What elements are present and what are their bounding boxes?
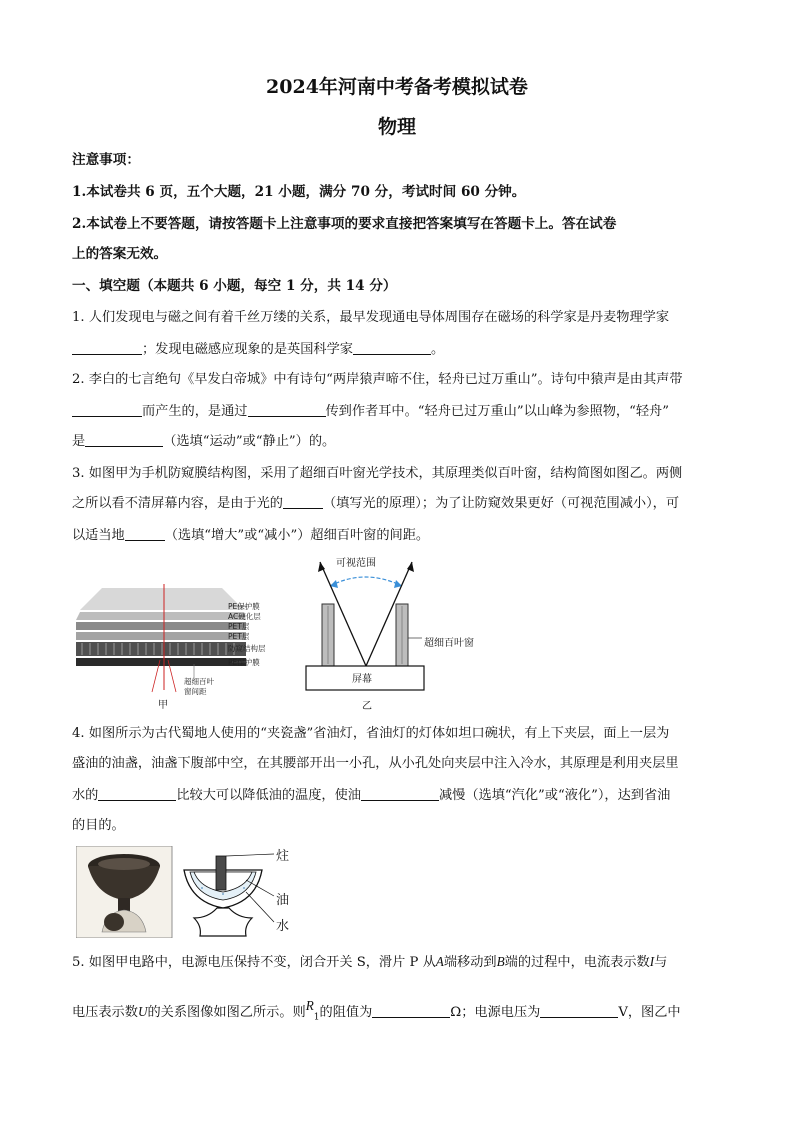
q5-text: 的阻值为 [319,1005,373,1020]
answer-blank [540,1003,618,1018]
ohm-unit: Ω [450,1005,462,1020]
figure-caption-jia: 甲 [158,700,168,711]
var-r-subscript: 1 [313,1012,320,1023]
answer-blank [353,340,431,355]
notes-item-2b: 上的答案无效。 [72,246,168,262]
q2-line3 [72,432,732,452]
q2-text: （选填“运动”或“静止”）的。 [163,434,336,449]
answer-blank [72,402,142,417]
var-r: R [305,998,314,1013]
q2-text: 而产生的，是通过 [142,404,248,419]
q4-line4: 的目的。 [72,818,125,833]
exam-title: 2024年河南中考备考模拟试卷 [266,76,528,98]
figure-blind-diagram [300,552,510,712]
q1-line2 [72,340,732,360]
figure-oil-lamp [76,846,296,938]
q5-text: ；电源电压为 [461,1005,541,1020]
answer-blank [125,526,165,541]
q5-line2 [72,996,732,1028]
var-b: B [496,954,505,969]
q5-text: 电压表示数 [72,1005,138,1020]
q5-text: 的关系图像如图乙所示。则 [147,1005,306,1020]
film-layer-3 [76,622,246,630]
lamp-section-stand [194,908,252,936]
var-u: U [137,1004,148,1019]
q3-line3 [72,526,732,546]
figure-film-structure [72,580,302,712]
q2-line2 [72,402,732,422]
answer-blank [248,402,326,417]
q3-text: （填写光的原理）；为了让防窥效果更好（可视范围减小），可 [323,496,680,511]
notes-item-2a: 2.本试卷上不要答题，请按答题卡上注意事项的要求直接把答案填写在答题卡上。答在试卷 [72,216,617,232]
q2-text: 是 [72,434,86,449]
q4-line2: 盛油的油盏，油盏下腹部中空，在其腰部开出一小孔，从小孔处向夹层中注入冷水，其原理是利用夹层里 [72,756,679,771]
film-layer-4 [76,632,246,640]
q3-text: 以适当地 [72,528,125,543]
label-water: 水 [276,919,290,934]
notes-heading: 注意事项： [72,152,140,168]
layer-label: PET层 [228,622,250,631]
screen-label: 屏幕 [352,674,372,685]
film-layer-5 [76,642,246,656]
blind-label: 超细百叶窗 [424,638,474,649]
q4-text: 比较大可以降低油的温度，使油 [176,788,361,803]
q4-text: 水的 [72,788,99,803]
q3-line2 [72,494,732,514]
q5-text: 与 [654,955,668,970]
q4-line1: 4. 如图所示为古代蜀地人使用的“夹瓷盏”省油灯，省油灯的灯体如坦口碗状，有上下夹层，面上一层为 [72,726,670,741]
q3-text: 之所以看不清屏幕内容，是由于光的 [72,496,283,511]
answer-blank [372,1003,450,1018]
figure-caption-yi: 乙 [362,701,372,712]
q5-text: 端移动到 [443,955,497,970]
q3-text: （选填“增大”或“减小”）超细百叶窗的间距。 [164,528,430,543]
section-heading: 一、填空题（本题共 6 小题，每空 1 分，共 14 分） [72,278,397,294]
film-layer-2 [76,612,246,620]
q1-line1: 1. 人们发现电与磁之间有着千丝万缕的关系，最早发现通电导体周围存在磁场的科学家是丹麦物理学家 [72,310,670,325]
layer-label: PE保护膜 [228,602,260,611]
layer-label: PET层 [228,632,250,641]
answer-blank [85,432,163,447]
exam-subject: 物理 [377,116,416,138]
layer-label: 防窥结构层 [228,644,266,653]
view-range-arc [330,577,402,586]
q5-line1 [72,952,732,973]
spacing-note: 窗间距 [184,687,207,696]
q4-line3 [72,786,732,806]
layer-label: AC硬化层 [228,612,261,621]
q4-text: 减慢（选填“汽化”或“液化”），达到省油 [439,788,671,803]
q5-text: 5. 如图甲电路中，电源电压保持不变，闭合开关 S，滑片 P 从 [72,955,436,970]
label-oil: 油 [276,893,290,908]
q3-line1: 3. 如图甲为手机防窥膜结构图，采用了超细百叶窗光学技术，其原理类似百叶窗，结构简图如图乙。两侧 [72,466,683,481]
answer-blank [72,340,142,355]
q1-text: ；发现电磁感应现象的是英国科学家 [142,342,353,357]
var-i: I [649,954,655,969]
q2-line1: 2. 李白的七言绝句《早发白帝城》中有诗句“两岸猿声啼不住，轻舟已过万重山”。诗句中猿声是由其声带 [72,372,683,387]
q5-text: V，图乙中 [618,1005,681,1020]
q1-text-end: 。 [431,342,445,357]
q2-text: 传到作者耳中。“轻舟已过万重山”以山峰为参照物，“轻舟” [325,404,669,419]
view-range-label: 可视范围 [336,558,376,569]
answer-blank [361,786,439,801]
film-layer-6 [76,658,246,666]
lamp-wick [216,856,226,890]
layer-label: PE保护膜 [228,658,260,667]
answer-blank [283,494,323,509]
answer-blank [98,786,176,801]
spacing-note: 超细百叶 [184,677,214,686]
var-a: A [435,954,444,969]
film-layer-1 [80,588,244,610]
notes-item-1: 1.本试卷共 6 页，五个大题，21 小题，满分 70 分，考试时间 60 分钟。 [72,184,526,200]
q5-text: 端的过程中，电流表示数 [504,955,650,970]
label-wick: 炷 [276,849,290,864]
